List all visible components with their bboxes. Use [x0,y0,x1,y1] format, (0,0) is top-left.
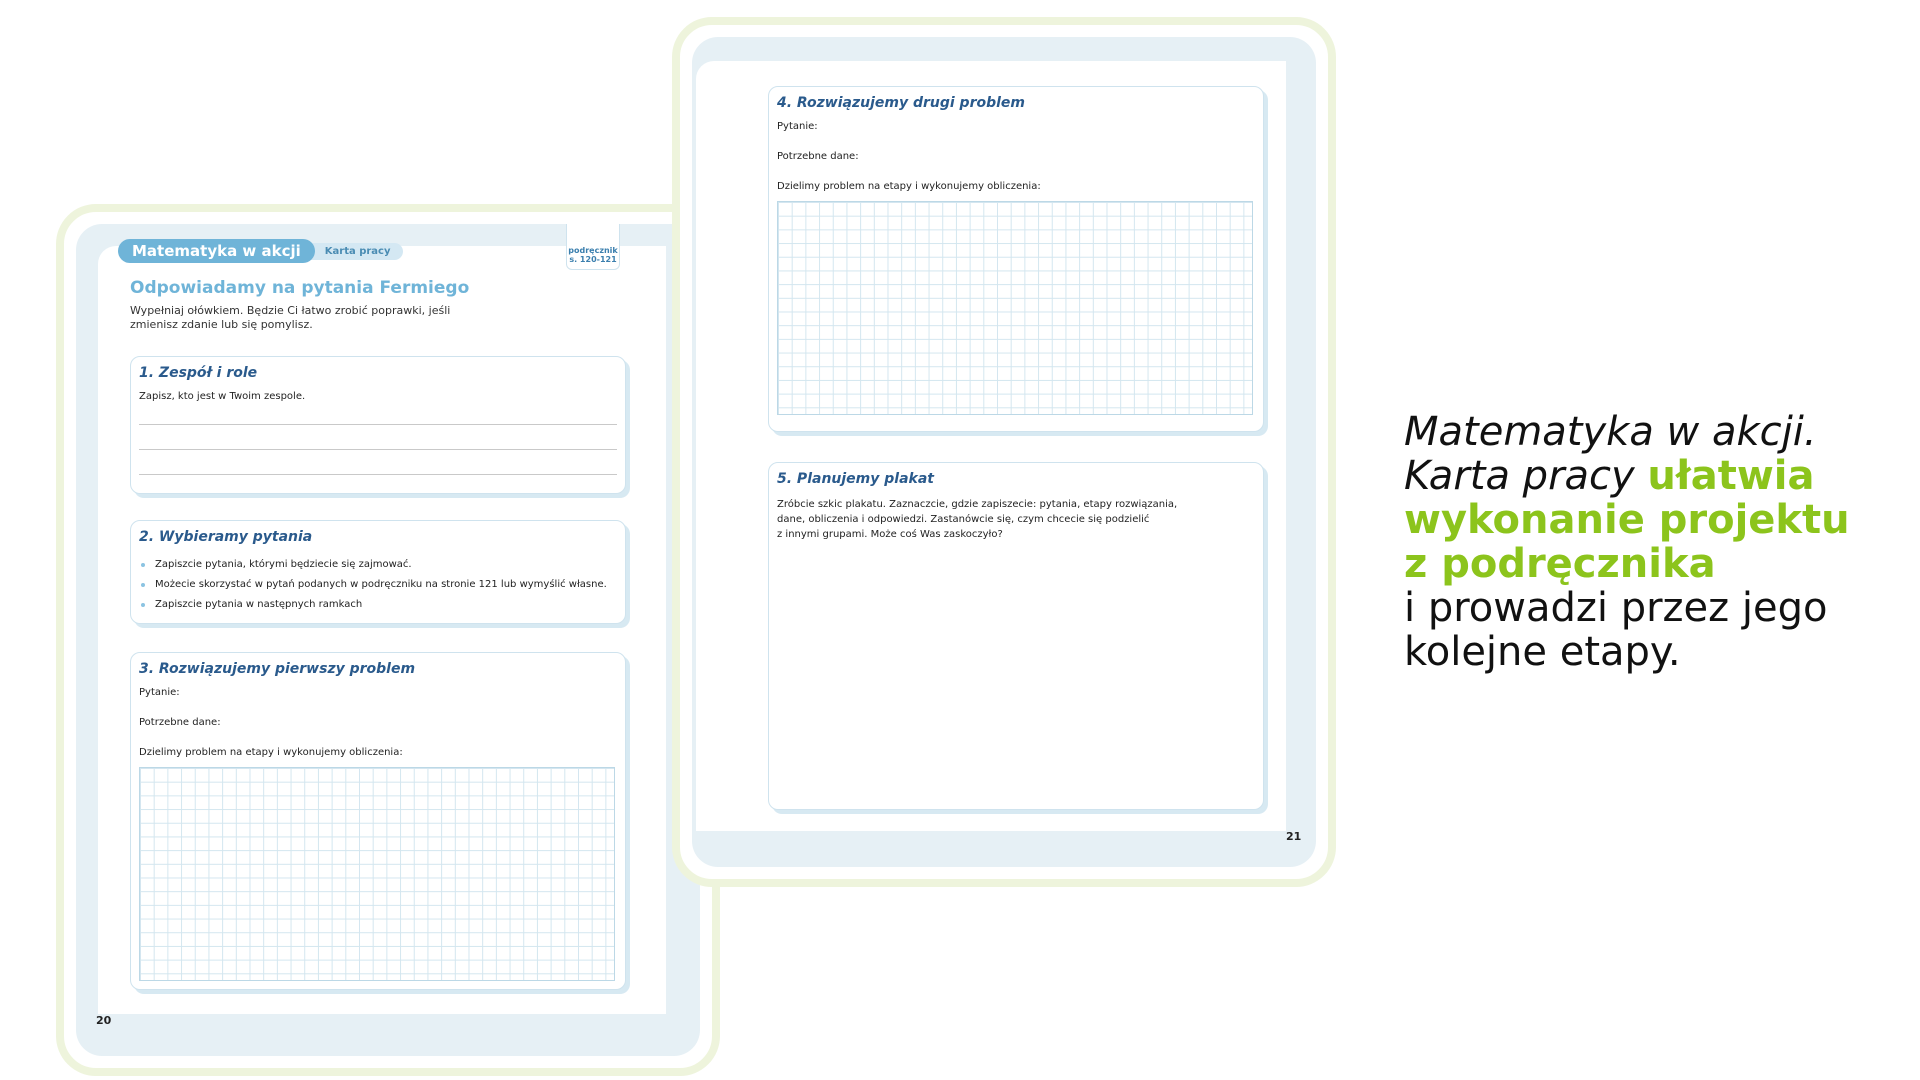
section-title: 5. Planujemy plakat [777,471,934,487]
steps-label: Dzielimy problem na etapy i wykonujemy obliczenia: [777,181,1041,192]
caption-text: Karta pracy [1404,453,1635,499]
list-item: Zapiszcie pytania w następnych ramkach [139,595,607,615]
caption-line: Matematyka w akcji. [1404,409,1817,455]
question-label: Pytanie: [777,121,818,132]
poster-text-line: dane, obliczenia i odpowiedzi. Zastanówcie się, czym chcecie się podzielić [777,514,1150,525]
caption-highlight: wykonanie projektu [1404,497,1850,543]
textbook-ref-line2: s. 120-121 [569,255,617,264]
question-label: Pytanie: [139,687,180,698]
textbook-reference-tab [566,224,620,270]
worksheet-subtitle: Wypełniaj ołówkiem. Będzie Ci łatwo zrobić poprawki, jeśli zmienisz zdanie lub się pomylisz. [130,304,451,331]
section-title: 2. Wybieramy pytania [139,529,313,545]
section-plan-poster [768,462,1264,810]
poster-instructions [777,497,1197,542]
section-prompt: Zapisz, kto jest w Twoim zespole. [139,391,306,402]
section-first-problem [130,652,626,990]
caption-highlight: ułatwia [1647,453,1815,499]
header-sub-label: Karta pracy [301,243,403,260]
textbook-ref-line1: podręcznik [568,246,618,255]
section-title: 1. Zespół i role [139,365,258,381]
list-item: Możecie skorzystać w pytań podanych w podręczniku na stronie 121 lub wymyślić własne. [139,575,607,595]
promo-caption [1404,410,1904,674]
steps-label: Dzielimy problem na etapy i wykonujemy obliczenia: [139,747,403,758]
calculation-grid[interactable] [139,767,615,981]
page-number-right: 21 [1286,830,1302,843]
data-label: Potrzebne dane: [139,717,221,728]
caption-highlight: z podręcznika [1404,541,1716,587]
worksheet-title: Odpowiadamy na pytania Fermiego [130,278,470,298]
section-choose-questions [130,520,626,624]
data-label: Potrzebne dane: [777,151,859,162]
worksheet-header [118,238,403,264]
writing-line[interactable] [139,474,617,475]
writing-line[interactable] [139,424,617,425]
poster-sketch-area[interactable] [777,549,1255,799]
header-main-label: Matematyka w akcji [118,239,315,263]
bullet-list [139,555,607,615]
caption-line: i prowadzi przez jego [1404,585,1828,631]
caption-line: kolejne etapy. [1404,629,1681,675]
section-title: 4. Rozwiązujemy drugi problem [777,95,1025,111]
section-team-roles [130,356,626,494]
section-title: 3. Rozwiązujemy pierwszy problem [139,661,416,677]
list-item: Zapiszcie pytania, którymi będziecie się zajmować. [139,555,607,575]
section-second-problem [768,86,1264,432]
caption-line [1404,454,1904,498]
writing-line[interactable] [139,449,617,450]
poster-text-line: Zróbcie szkic plakatu. Zaznaczcie, gdzie zapiszecie: pytania, etapy rozwiązania, [777,499,1178,510]
page-number-left: 20 [96,1014,112,1027]
poster-text-line: z innymi grupami. Może coś Was zaskoczyło? [777,529,1003,540]
calculation-grid[interactable] [777,201,1253,415]
